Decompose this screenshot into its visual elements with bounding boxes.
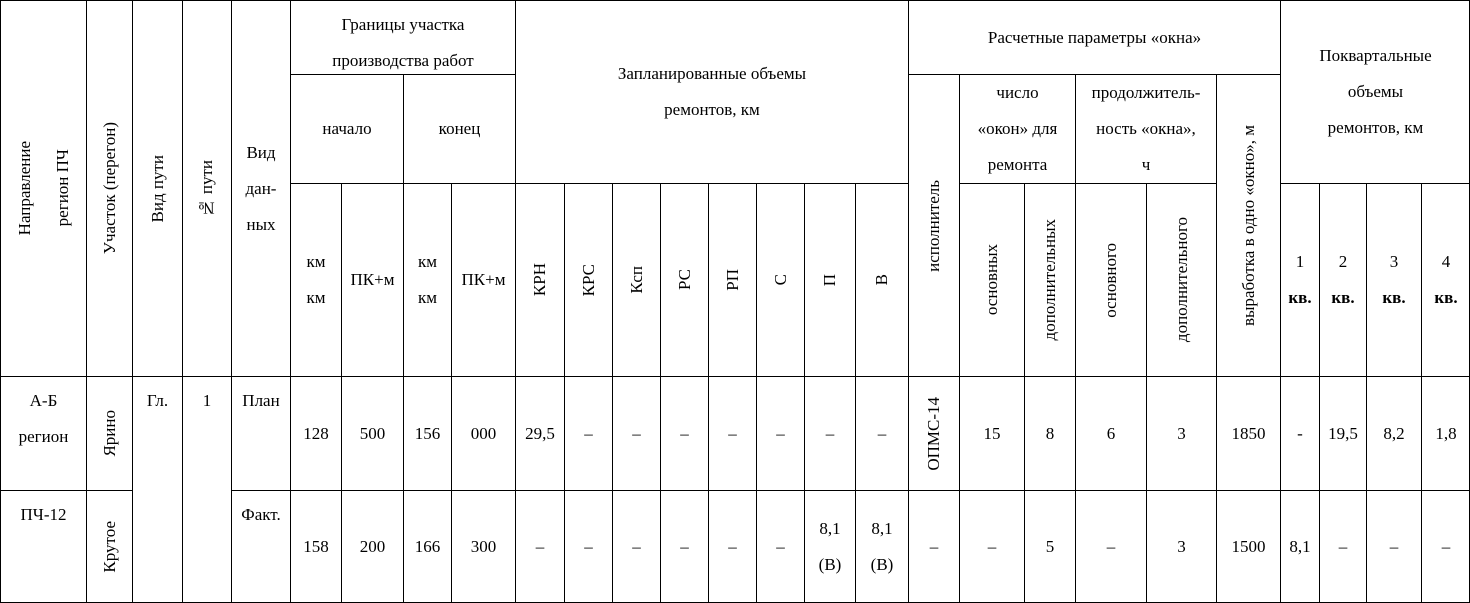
row2-direction bbox=[0, 490, 86, 603]
row2-q3-value: – bbox=[1389, 537, 1399, 556]
track-type-cell bbox=[132, 376, 182, 603]
row2-repair-rs-value: – bbox=[680, 537, 689, 556]
row1-repair-p-value: – bbox=[825, 423, 835, 443]
row1-q2 bbox=[1319, 376, 1366, 490]
header-repair-krs-label: КРС bbox=[578, 263, 598, 297]
header-q1 bbox=[1280, 183, 1319, 376]
row1-q2-value: 19,5 bbox=[1328, 423, 1358, 443]
header-repair-s-label: С bbox=[770, 274, 790, 286]
header-executor-label: исполнитель bbox=[924, 179, 943, 272]
header-data-type bbox=[231, 0, 290, 376]
header-start-km-line2: км bbox=[306, 288, 326, 307]
row2-executor bbox=[908, 490, 959, 603]
header-q1-num: 1 bbox=[1295, 252, 1305, 271]
header-dur-main-label: основного bbox=[1101, 242, 1120, 318]
row1-dur-add bbox=[1146, 376, 1216, 490]
row1-q3 bbox=[1366, 376, 1421, 490]
row2-q2-value: – bbox=[1338, 537, 1348, 556]
header-repair-v bbox=[855, 183, 908, 376]
row2-executor-value: – bbox=[929, 537, 939, 556]
header-windows-count-line3: ремонта bbox=[987, 155, 1048, 174]
row1-dur-add-value: 3 bbox=[1177, 423, 1186, 443]
row2-repair-p-value: 8,1 bbox=[819, 519, 841, 538]
header-section-label: Участок (перегон) bbox=[99, 122, 119, 255]
row2-repair-krn bbox=[515, 490, 564, 603]
row1-q3-value: 8,2 bbox=[1383, 423, 1405, 443]
row1-dur-main bbox=[1075, 376, 1146, 490]
header-q2-num: 2 bbox=[1338, 252, 1348, 271]
row2-repair-ksp bbox=[612, 490, 660, 603]
header-start-label: начало bbox=[322, 119, 372, 138]
row1-direction-line2: регион bbox=[18, 427, 69, 446]
row2-q1-value: 8,1 bbox=[1289, 537, 1311, 556]
header-repair-rp-label: РП bbox=[722, 269, 742, 291]
header-end-pk bbox=[451, 183, 515, 376]
row1-q1 bbox=[1280, 376, 1319, 490]
header-repair-p-label: П bbox=[820, 273, 839, 287]
row2-repair-s-value: – bbox=[776, 537, 785, 556]
header-end-km-line2: км bbox=[417, 288, 438, 307]
row1-repair-krn-value: 29,5 bbox=[525, 423, 555, 443]
row1-repair-ksp bbox=[612, 376, 660, 490]
header-repair-krs bbox=[564, 183, 612, 376]
row1-repair-krs bbox=[564, 376, 612, 490]
row2-repair-rp-value: – bbox=[728, 537, 737, 556]
header-repair-krn-label: КРН bbox=[530, 263, 549, 297]
row1-start-pk bbox=[341, 376, 403, 490]
row2-section-value: Крутое bbox=[99, 521, 119, 573]
header-start-pk bbox=[341, 183, 403, 376]
row2-end-pk-value: 300 bbox=[470, 537, 497, 556]
row2-data-type-value: Факт. bbox=[241, 505, 281, 524]
header-repair-ksp-label: Ксп bbox=[626, 266, 646, 294]
header-direction-line1: Направление bbox=[14, 141, 34, 236]
row1-win-add-value: 8 bbox=[1045, 423, 1055, 443]
header-q2-kv: кв. bbox=[1331, 288, 1355, 307]
row1-dur-main-value: 6 bbox=[1106, 423, 1116, 443]
header-q3 bbox=[1366, 183, 1421, 376]
header-planned-line1: Запланированные объемы bbox=[617, 64, 807, 83]
header-q3-kv: кв. bbox=[1382, 288, 1406, 307]
row2-start-km-value: 158 bbox=[303, 537, 329, 556]
row1-win-add bbox=[1024, 376, 1075, 490]
header-duration-line3: ч bbox=[1141, 155, 1151, 174]
row1-repair-p bbox=[804, 376, 855, 490]
header-end-pk-label: ПК+м bbox=[461, 270, 506, 289]
row2-repair-rp bbox=[708, 490, 756, 603]
header-start bbox=[290, 74, 403, 183]
row1-repair-v-value: – bbox=[877, 423, 887, 443]
header-q4 bbox=[1421, 183, 1470, 376]
header-planned-line2: ремонтов, км bbox=[664, 100, 760, 119]
row1-repair-s bbox=[756, 376, 804, 490]
row1-end-pk-value: 000 bbox=[470, 423, 497, 443]
row1-start-km bbox=[290, 376, 341, 490]
header-executor bbox=[908, 74, 959, 376]
row2-repair-krs bbox=[564, 490, 612, 603]
row2-section bbox=[86, 490, 132, 603]
row2-repair-p bbox=[804, 490, 855, 603]
header-end-km bbox=[403, 183, 451, 376]
header-windows-count bbox=[959, 74, 1075, 183]
row1-start-pk-value: 500 bbox=[359, 423, 386, 443]
header-output-label: выработка в одно «окно», м bbox=[1238, 124, 1258, 327]
header-dur-add bbox=[1146, 183, 1216, 376]
header-start-pk-label: ПК+м bbox=[350, 270, 395, 289]
header-q2 bbox=[1319, 183, 1366, 376]
row1-repair-rs-value: – bbox=[680, 423, 689, 443]
header-q4-kv: кв. bbox=[1434, 288, 1458, 307]
header-windows-count-line1: число bbox=[996, 83, 1039, 102]
header-repair-rs-label: РС bbox=[674, 269, 694, 291]
row2-dur-add-value: 3 bbox=[1177, 537, 1186, 556]
row1-q1-value: - bbox=[1297, 423, 1303, 443]
header-win-add bbox=[1024, 183, 1075, 376]
header-window-params bbox=[908, 0, 1280, 74]
row2-repair-rs bbox=[660, 490, 708, 603]
row2-direction-line1: ПЧ-12 bbox=[20, 505, 67, 524]
header-end-label: конец bbox=[438, 119, 481, 138]
header-win-main bbox=[959, 183, 1024, 376]
row2-repair-krs-value: – bbox=[584, 537, 593, 556]
row2-win-main bbox=[959, 490, 1024, 603]
row1-end-km-value: 156 bbox=[414, 423, 441, 443]
row1-output bbox=[1216, 376, 1280, 490]
row1-direction-line1: А-Б bbox=[29, 391, 58, 410]
row1-section bbox=[86, 376, 132, 490]
row1-win-main-value: 15 bbox=[983, 423, 1001, 443]
row2-q3 bbox=[1366, 490, 1421, 603]
row2-repair-ksp-value: – bbox=[632, 537, 641, 556]
row2-q4-value: – bbox=[1441, 537, 1451, 556]
header-repair-ksp bbox=[612, 183, 660, 376]
row2-repair-krn-value: – bbox=[535, 537, 545, 556]
row2-repair-p-note: (В) bbox=[818, 555, 842, 574]
row1-track-no-value: 1 bbox=[202, 391, 212, 410]
row2-output-value: 1500 bbox=[1231, 537, 1266, 556]
row2-output bbox=[1216, 490, 1280, 603]
row1-repair-v bbox=[855, 376, 908, 490]
row1-repair-s-value: – bbox=[776, 423, 785, 443]
header-quarterly bbox=[1280, 0, 1470, 183]
row2-q1 bbox=[1280, 490, 1319, 603]
header-quarterly-line1: Поквартальные bbox=[1319, 46, 1432, 65]
row2-end-km bbox=[403, 490, 451, 603]
header-q1-kv: кв. bbox=[1288, 288, 1312, 307]
row2-end-km-value: 166 bbox=[414, 537, 441, 556]
header-bounds bbox=[290, 0, 515, 74]
row1-q4-value: 1,8 bbox=[1435, 423, 1457, 443]
header-track-no-label: № пути bbox=[197, 159, 216, 218]
row2-start-pk bbox=[341, 490, 403, 603]
header-win-main-label: основных bbox=[982, 244, 1001, 316]
header-start-km-line1: км bbox=[306, 252, 326, 271]
header-start-km bbox=[290, 183, 341, 376]
header-duration-line2: ность «окна», bbox=[1096, 119, 1196, 138]
row1-data-type bbox=[231, 376, 290, 490]
header-q4-num: 4 bbox=[1441, 252, 1451, 271]
header-dur-add-label: дополнительного bbox=[1171, 217, 1191, 343]
row1-output-value: 1850 bbox=[1231, 423, 1266, 443]
row1-q4 bbox=[1421, 376, 1470, 490]
row2-data-type bbox=[231, 490, 290, 603]
header-repair-krn bbox=[515, 183, 564, 376]
header-repair-v-label: В bbox=[872, 274, 891, 286]
header-track-no bbox=[182, 0, 231, 376]
header-duration-line1: продолжитель- bbox=[1091, 83, 1201, 102]
row1-repair-rs bbox=[660, 376, 708, 490]
row2-repair-v-value: 8,1 bbox=[871, 519, 893, 538]
row1-executor bbox=[908, 376, 959, 490]
row2-win-main-value: – bbox=[987, 537, 997, 556]
row1-start-km-value: 128 bbox=[303, 423, 329, 443]
row2-win-add-value: 5 bbox=[1045, 537, 1055, 556]
header-quarterly-line2: объемы bbox=[1347, 82, 1404, 101]
header-quarterly-line3: ремонтов, км bbox=[1327, 118, 1424, 137]
row1-repair-rp-value: – bbox=[728, 423, 737, 443]
header-track-type-label: Вид пути bbox=[147, 154, 167, 223]
header-bounds-line2: производства работ bbox=[332, 51, 474, 70]
header-data-type-line3: ных bbox=[246, 214, 276, 234]
header-repair-rs bbox=[660, 183, 708, 376]
row2-win-add bbox=[1024, 490, 1075, 603]
header-bounds-line1: Границы участка bbox=[341, 15, 465, 34]
row1-repair-krn bbox=[515, 376, 564, 490]
row2-end-pk bbox=[451, 490, 515, 603]
header-windows-count-line2: «окон» для bbox=[977, 119, 1058, 138]
row1-end-pk bbox=[451, 376, 515, 490]
row2-repair-v-note: (В) bbox=[870, 555, 894, 574]
row1-repair-ksp-value: – bbox=[632, 423, 641, 443]
header-end bbox=[403, 74, 515, 183]
header-direction bbox=[0, 0, 86, 376]
row1-repair-rp bbox=[708, 376, 756, 490]
header-end-km-line1: км bbox=[417, 252, 438, 271]
header-duration bbox=[1075, 74, 1216, 183]
row2-repair-s bbox=[756, 490, 804, 603]
row1-end-km bbox=[403, 376, 451, 490]
header-output bbox=[1216, 74, 1280, 376]
header-win-add-label: дополнительных bbox=[1040, 219, 1059, 341]
row1-repair-krs-value: – bbox=[584, 423, 593, 443]
header-section bbox=[86, 0, 132, 376]
row1-track-type-value: Гл. bbox=[146, 391, 169, 410]
row2-dur-add bbox=[1146, 490, 1216, 603]
row2-dur-main bbox=[1075, 490, 1146, 603]
row2-start-km bbox=[290, 490, 341, 603]
header-window-params-label: Расчетные параметры «окна» bbox=[987, 27, 1202, 47]
row1-executor-value: ОПМС-14 bbox=[924, 396, 943, 471]
row1-section-value: Ярино bbox=[99, 410, 119, 457]
header-planned bbox=[515, 0, 908, 183]
row2-q2 bbox=[1319, 490, 1366, 603]
header-repair-s bbox=[756, 183, 804, 376]
header-direction-line2: регион ПЧ bbox=[52, 149, 72, 228]
header-repair-rp bbox=[708, 183, 756, 376]
header-track-type bbox=[132, 0, 182, 376]
header-repair-p bbox=[804, 183, 855, 376]
row2-repair-v bbox=[855, 490, 908, 603]
header-dur-main bbox=[1075, 183, 1146, 376]
row2-start-pk-value: 200 bbox=[359, 537, 386, 556]
row2-q4 bbox=[1421, 490, 1470, 603]
header-data-type-line2: дан- bbox=[245, 178, 277, 198]
header-data-type-line1: Вид bbox=[246, 142, 276, 162]
row1-win-main bbox=[959, 376, 1024, 490]
header-q3-num: 3 bbox=[1389, 252, 1399, 271]
row2-dur-main-value: – bbox=[1106, 537, 1116, 556]
track-no-cell bbox=[182, 376, 231, 603]
row1-direction bbox=[0, 376, 86, 490]
row1-data-type-value: План bbox=[242, 391, 280, 410]
